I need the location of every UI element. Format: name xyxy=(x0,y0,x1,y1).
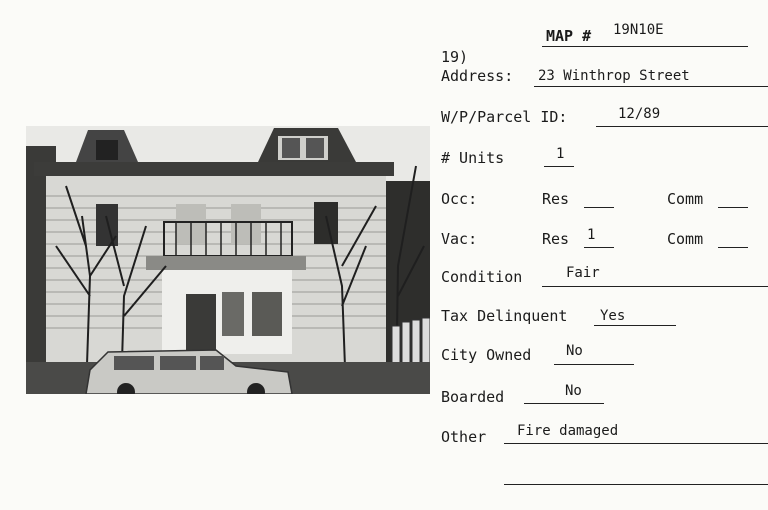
occ-comm-underline xyxy=(718,207,748,208)
entry-number: 19) xyxy=(441,48,469,66)
occ-res-label: Res xyxy=(542,190,570,208)
occ-label: Occ: xyxy=(441,190,478,208)
occ-comm-label: Comm xyxy=(667,190,704,208)
other-underline-second xyxy=(504,484,768,485)
city-value: No xyxy=(566,343,583,359)
boarded-underline xyxy=(524,403,604,404)
condition-value: Fair xyxy=(566,265,600,281)
boarded-label: Boarded xyxy=(441,388,505,406)
parcel-value: 12/89 xyxy=(618,106,661,122)
tax-underline xyxy=(594,325,676,326)
vac-label: Vac: xyxy=(441,230,478,248)
vac-comm-label: Comm xyxy=(667,230,704,248)
units-underline xyxy=(544,166,574,167)
occ-res-underline xyxy=(584,207,614,208)
city-label: City Owned xyxy=(441,346,532,364)
address-value: 23 Winthrop Street xyxy=(538,68,690,84)
vac-res-value: 1 xyxy=(587,227,596,243)
map-underline xyxy=(542,46,748,47)
other-label: Other xyxy=(441,428,487,446)
condition-label: Condition xyxy=(441,268,523,286)
units-value: 1 xyxy=(556,146,565,162)
map-label: MAP # xyxy=(546,27,592,45)
other-value: Fire damaged xyxy=(517,423,619,439)
condition-underline xyxy=(542,286,768,287)
house-photo xyxy=(26,126,430,394)
vac-comm-underline xyxy=(718,247,748,248)
units-label: # Units xyxy=(441,149,505,167)
vac-res-underline xyxy=(584,247,614,248)
parcel-label: W/P/Parcel ID: xyxy=(441,108,568,126)
tax-value: Yes xyxy=(600,308,626,324)
address-underline xyxy=(534,86,768,87)
boarded-value: No xyxy=(565,383,582,399)
tax-label: Tax Delinquent xyxy=(441,307,568,325)
other-underline xyxy=(504,443,768,444)
address-label: Address: xyxy=(441,67,514,85)
map-value: 19N10E xyxy=(613,22,664,38)
parcel-underline xyxy=(596,126,768,127)
vac-res-label: Res xyxy=(542,230,570,248)
city-underline xyxy=(554,364,634,365)
